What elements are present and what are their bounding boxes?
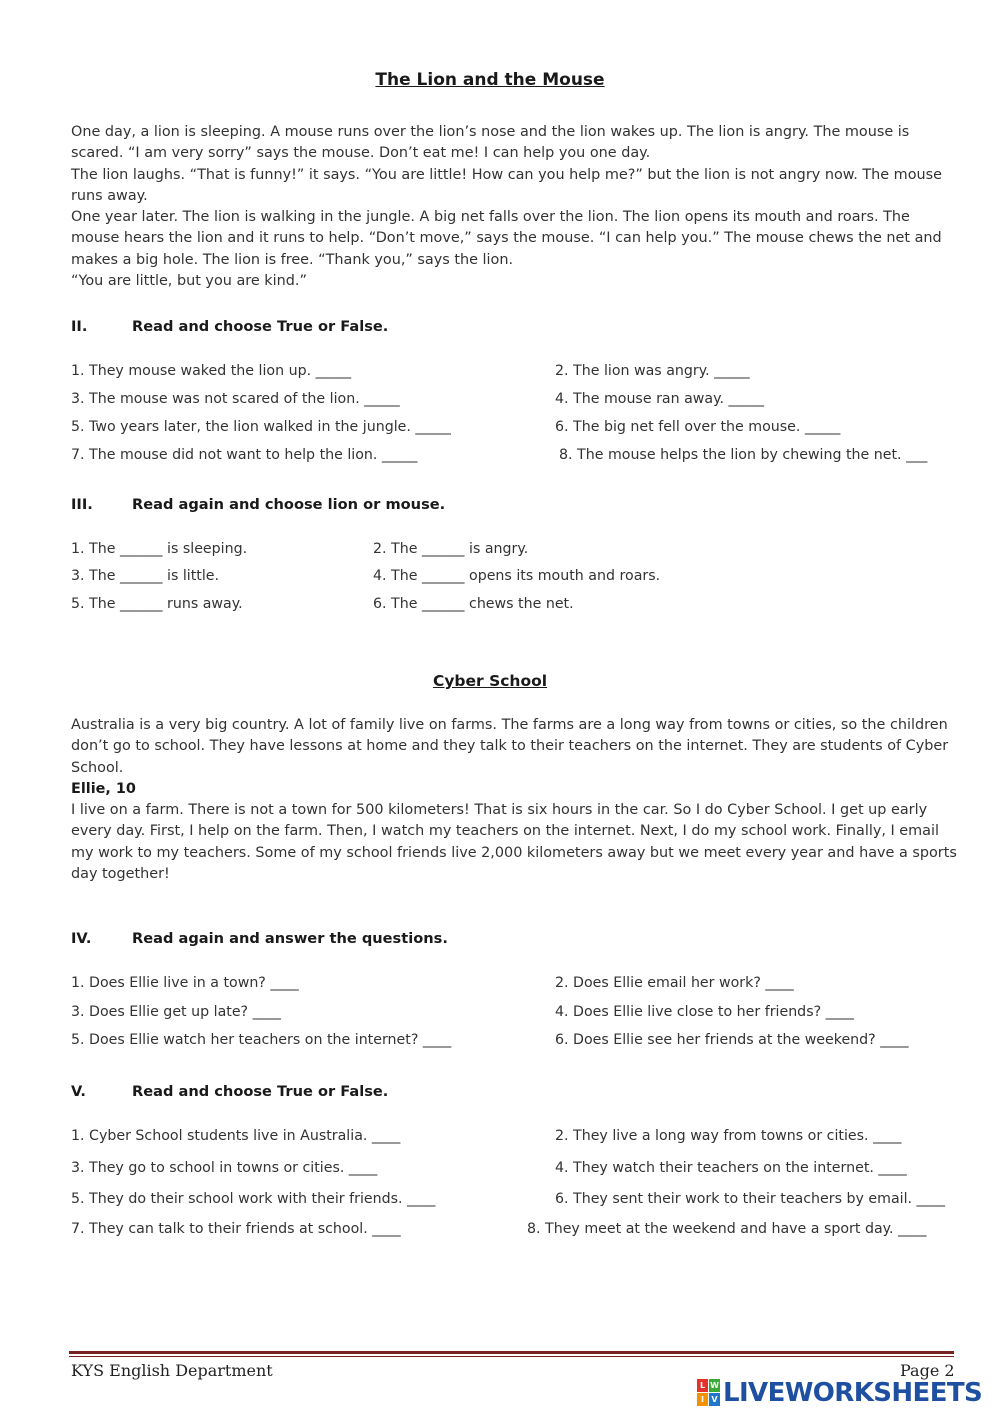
- section-heading: [71, 318, 388, 335]
- question-item[interactable]: 5. They do their school work with their friends. ____: [71, 1191, 436, 1207]
- question-item[interactable]: 1. Does Ellie live in a town? ____: [71, 975, 299, 991]
- question-item[interactable]: 1. The ______ is sleeping.: [71, 541, 248, 557]
- question-item[interactable]: 8. They meet at the weekend and have a sport day. ____: [527, 1221, 927, 1237]
- story-passage: [71, 715, 961, 885]
- passage-body: I live on a farm. There is not a town for 500 kilometers! That is six hours in the car. So I do Cyber School. I get up early every day. First, I help on the farm. Then, I watch my teachers on the internet. Next, I do my school work. Finally, I email my work to my teachers. Some of my school friends live 2,000 kilometers away but we meet every year and have a sports day together!: [71, 802, 957, 883]
- passage-paragraph: One year later. The lion is walking in the jungle. A big net falls over the lion. The lion opens its mouth and roars. The mouse hears the lion and it runs to help. “Don’t move,” says the mouse. “I can help you.” The mouse chews the net and makes a big hole. The lion is free. “Thank you,” says the lion.: [71, 209, 942, 268]
- question-item[interactable]: 4. The ______ opens its mouth and roars.: [373, 568, 661, 584]
- logo-tile: W: [710, 1381, 719, 1390]
- passage-paragraph: One day, a lion is sleeping. A mouse runs over the lion’s nose and the lion wakes up. The lion is angry. The mouse is scared. “I am very sorry” says the mouse. Don’t eat me! I can help you one day.: [71, 124, 910, 162]
- section-title: Read again and answer the questions.: [132, 930, 448, 947]
- question-item[interactable]: 5. Two years later, the lion walked in the jungle. _____: [71, 419, 451, 435]
- footer-page-number: Page 2: [900, 1361, 955, 1380]
- passage-paragraph: The lion laughs. “That is funny!” it says. “You are little! How can you help me?” but the lion is not angry now. The mouse runs away.: [71, 166, 942, 204]
- question-item[interactable]: 5. The ______ runs away.: [71, 596, 243, 612]
- speaker-name: Ellie, 10: [71, 780, 136, 797]
- footer-divider: [69, 1351, 954, 1354]
- section-number: IV.: [71, 930, 92, 947]
- question-item[interactable]: 4. Does Ellie live close to her friends? ____: [555, 1004, 854, 1020]
- footer-department: KYS English Department: [71, 1361, 273, 1380]
- question-item[interactable]: 3. They go to school in towns or cities. ____: [71, 1160, 378, 1176]
- passage-intro: Australia is a very big country. A lot of family live on farms. The farms are a long way from towns or cities, so the children don’t go to school. They have lessons at home and they talk to their teachers on the internet. They are students of Cyber School.: [71, 717, 949, 776]
- footer-divider: [69, 1356, 954, 1357]
- passage-paragraph: “You are little, but you are kind.”: [71, 273, 307, 290]
- section-title: Read and choose True or False.: [132, 318, 389, 335]
- question-item[interactable]: 5. Does Ellie watch her teachers on the internet? ____: [71, 1032, 452, 1048]
- section-title: Read again and choose lion or mouse.: [132, 496, 446, 513]
- watermark-text: LIVEWORKSHEETS: [723, 1378, 983, 1408]
- question-item[interactable]: 6. Does Ellie see her friends at the weekend? ____: [555, 1032, 909, 1048]
- story-title: Cyber School: [432, 672, 548, 690]
- liveworksheets-watermark: [697, 1377, 995, 1409]
- question-item[interactable]: 7. The mouse did not want to help the lion. _____: [71, 447, 418, 463]
- question-item[interactable]: 2. The ______ is angry.: [373, 541, 529, 557]
- question-item[interactable]: 6. They sent their work to their teachers by email. ____: [555, 1191, 945, 1207]
- question-item[interactable]: 6. The ______ chews the net.: [373, 596, 574, 612]
- story-title: The Lion and the Mouse: [375, 70, 605, 90]
- section-heading: [71, 930, 448, 947]
- question-item[interactable]: 3. The ______ is little.: [71, 568, 220, 584]
- question-item[interactable]: 4. The mouse ran away. _____: [555, 391, 764, 407]
- question-item[interactable]: 2. The lion was angry. _____: [555, 363, 750, 379]
- section-number: V.: [71, 1083, 86, 1100]
- story-passage: [71, 122, 961, 292]
- question-item[interactable]: 6. The big net fell over the mouse. _____: [555, 419, 841, 435]
- logo-tile: I: [697, 1393, 708, 1406]
- question-item[interactable]: 3. The mouse was not scared of the lion. _____: [71, 391, 400, 407]
- question-item[interactable]: 8. The mouse helps the lion by chewing the net. ___: [559, 447, 928, 463]
- section-title: Read and choose True or False.: [132, 1083, 389, 1100]
- section-number: III.: [71, 496, 93, 513]
- section-heading: [71, 1083, 388, 1100]
- question-item[interactable]: 1. Cyber School students live in Australia. ____: [71, 1128, 401, 1144]
- question-item[interactable]: 4. They watch their teachers on the internet. ____: [555, 1160, 907, 1176]
- question-item[interactable]: 1. They mouse waked the lion up. _____: [71, 363, 352, 379]
- question-item[interactable]: 2. They live a long way from towns or cities. ____: [555, 1128, 902, 1144]
- question-item[interactable]: 7. They can talk to their friends at school. ____: [71, 1221, 401, 1237]
- question-item[interactable]: 3. Does Ellie get up late? ____: [71, 1004, 281, 1020]
- logo-tile: V: [709, 1393, 720, 1406]
- section-heading: [71, 496, 445, 513]
- section-number: II.: [71, 318, 88, 335]
- liveworksheets-logo-icon: [697, 1379, 721, 1407]
- question-item[interactable]: 2. Does Ellie email her work? ____: [555, 975, 794, 991]
- logo-tile: L: [697, 1379, 708, 1392]
